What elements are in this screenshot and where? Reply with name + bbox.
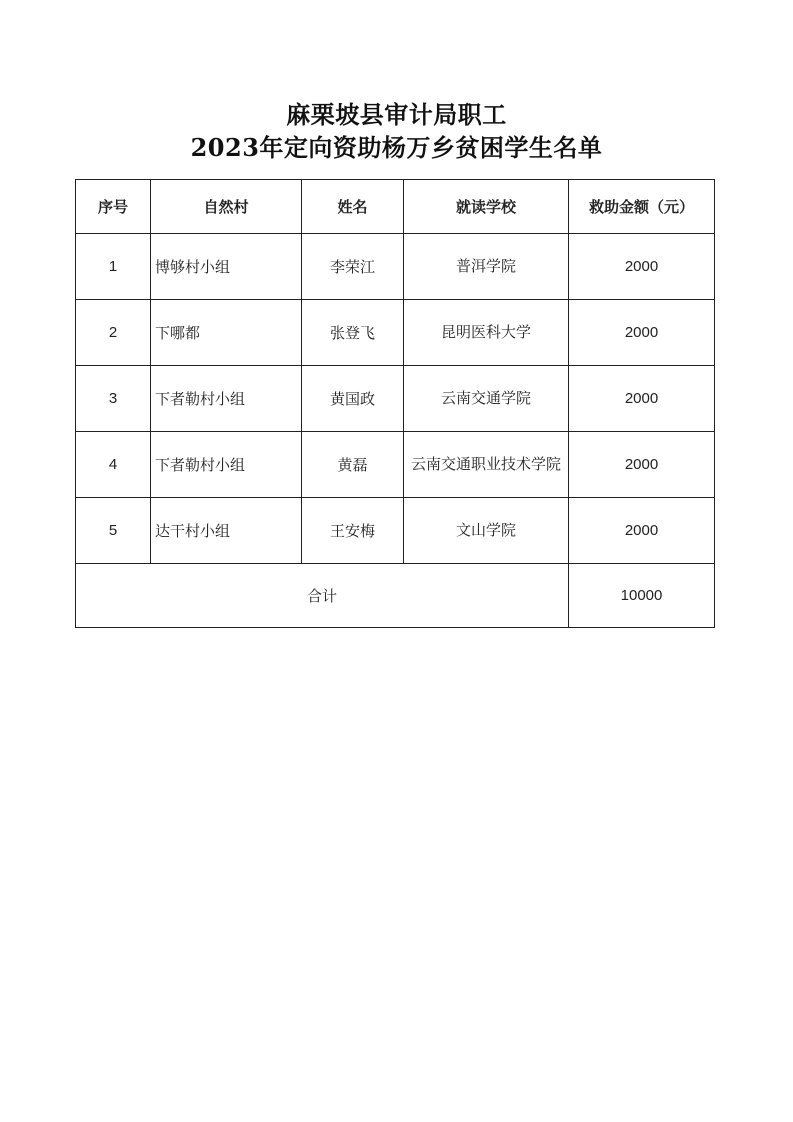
cell-name: 黄磊 xyxy=(302,432,404,498)
table-total-row xyxy=(76,564,715,628)
cell-name: 张登飞 xyxy=(302,300,404,366)
cell-name: 李荣江 xyxy=(302,234,404,300)
table-row xyxy=(76,366,715,432)
document-title-line-1: 麻栗坡县审计局职工 xyxy=(286,100,507,129)
cell-amount: 2000 xyxy=(569,234,715,300)
cell-serial: 1 xyxy=(76,234,151,300)
table-row xyxy=(76,498,715,564)
header-school: 就读学校 xyxy=(404,180,569,234)
student-aid-table xyxy=(75,179,715,628)
table-row xyxy=(76,432,715,498)
document-title-line-2: 2023年定向资助杨万乡贫困学生名单 xyxy=(190,133,603,162)
cell-school: 昆明医科大学 xyxy=(404,300,569,366)
cell-serial: 4 xyxy=(76,432,151,498)
header-amount: 救助金额（元） xyxy=(569,180,715,234)
cell-amount: 2000 xyxy=(569,498,715,564)
cell-serial: 2 xyxy=(76,300,151,366)
cell-village: 下者勒村小组 xyxy=(151,432,302,498)
header-name: 姓名 xyxy=(302,180,404,234)
header-village: 自然村 xyxy=(151,180,302,234)
cell-name: 王安梅 xyxy=(302,498,404,564)
table-row xyxy=(76,300,715,366)
total-label: 合计 xyxy=(76,564,569,628)
cell-village: 博够村小组 xyxy=(151,234,302,300)
cell-serial: 5 xyxy=(76,498,151,564)
cell-school: 普洱学院 xyxy=(404,234,569,300)
cell-school: 云南交通职业技术学院 xyxy=(404,432,569,498)
table-row xyxy=(76,234,715,300)
cell-serial: 3 xyxy=(76,366,151,432)
header-serial: 序号 xyxy=(76,180,151,234)
cell-school: 云南交通学院 xyxy=(404,366,569,432)
cell-village: 下者勒村小组 xyxy=(151,366,302,432)
cell-village: 下哪都 xyxy=(151,300,302,366)
cell-amount: 2000 xyxy=(569,366,715,432)
cell-school: 文山学院 xyxy=(404,498,569,564)
table-header-row xyxy=(76,180,715,234)
cell-amount: 2000 xyxy=(569,432,715,498)
cell-village: 达干村小组 xyxy=(151,498,302,564)
cell-amount: 2000 xyxy=(569,300,715,366)
cell-name: 黄国政 xyxy=(302,366,404,432)
total-amount: 10000 xyxy=(569,564,715,628)
